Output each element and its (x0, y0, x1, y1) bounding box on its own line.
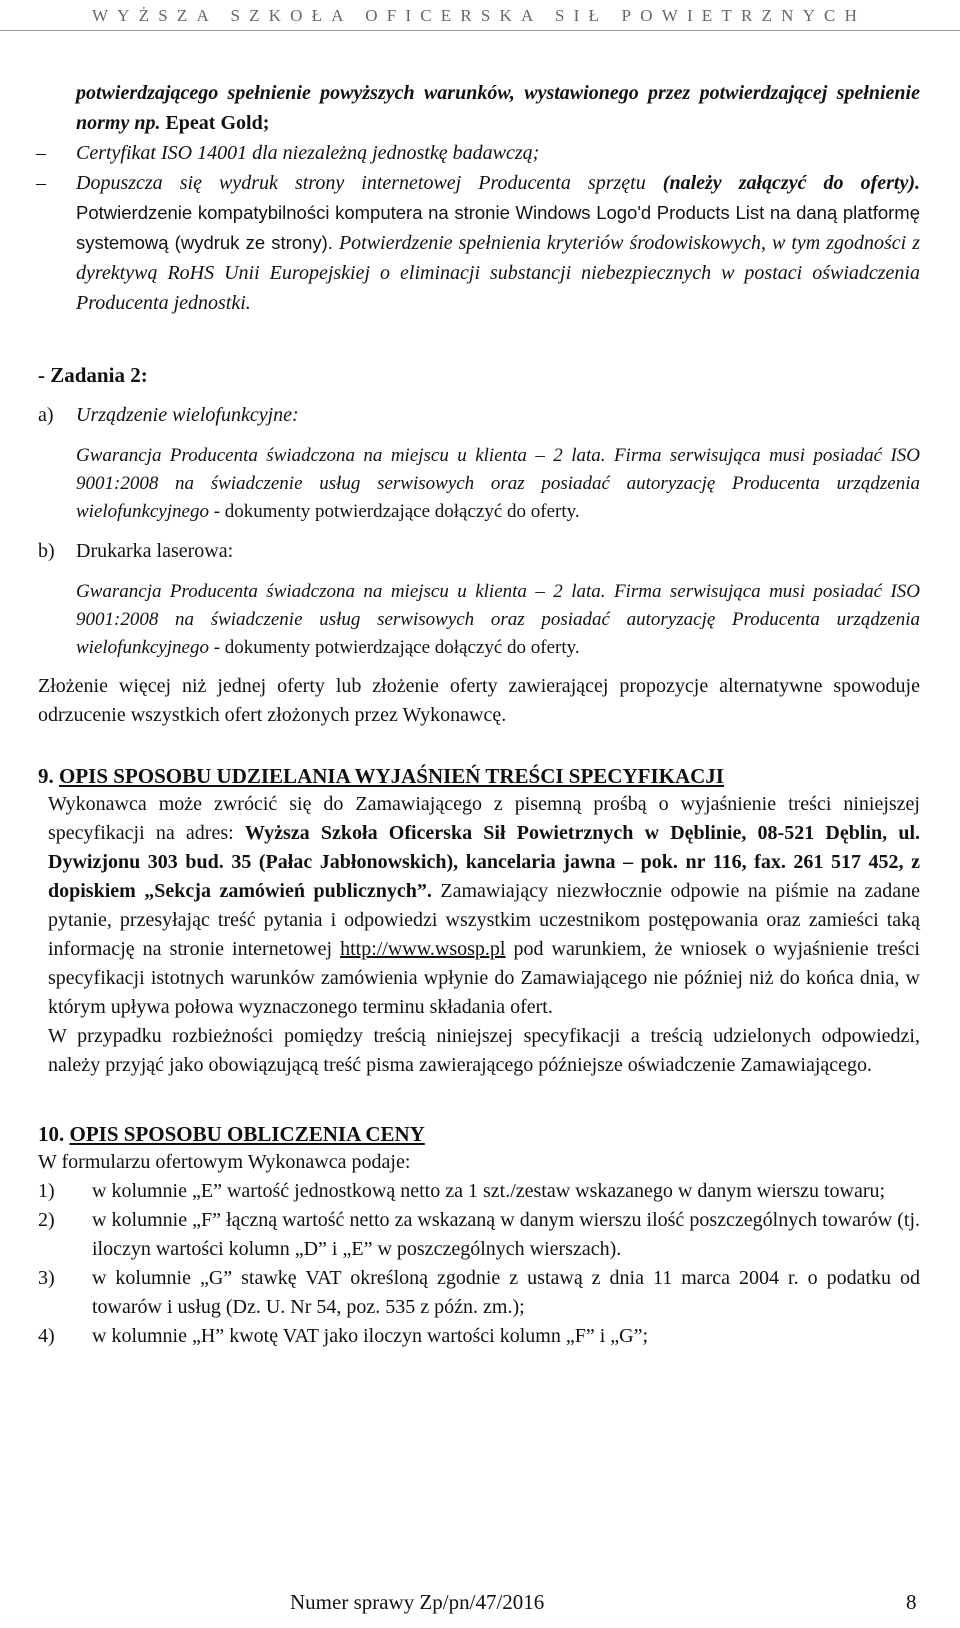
list-item-text: w kolumnie „E” wartość jednostkową netto za 1 szt./zestaw wskazanego w danym wierszu towaru; (92, 1180, 886, 1202)
zadanie-a (38, 400, 920, 430)
s9-p1-b: Zamawiający niezwłocznie odpowie na piśmie na zadane pytanie, przesyłając treść pytania i odpowiedzi wszystkim uczestnikom postępowania oraz zamieści taką informację na stronie internetowej (48, 880, 921, 960)
dash-item-0: Certyfikat ISO 14001 dla niezależną jednostkę badawczą; (76, 142, 540, 164)
section-9-paragraph-1 (38, 790, 920, 1022)
list-item (38, 1322, 920, 1351)
dash-item-iso (38, 138, 920, 168)
list-item (38, 1177, 920, 1206)
warranty-a-italic: Gwarancja Producenta świadczona na miejscu u klienta – 2 lata. Firma serwisująca musi posiadać ISO 9001:2008 na świadczenie usług serwisowych oraz posiadać autoryzację Producenta urządzenia wielofunkcyjnego (76, 445, 920, 522)
intro-bold-italic: potwierdzającego spełnienie powyższych warunków, wystawionego przez potwierdzającej spełnienie normy np. (76, 82, 920, 134)
warranty-b (38, 578, 920, 662)
section-10-heading (38, 1120, 920, 1148)
alternative-offer-note: Złożenie więcej niż jednej oferty lub złożenie oferty zawierającej propozycje alternatywne spowoduje odrzucenie wszystkich ofert złożonych przez Wykonawcę. (38, 675, 920, 726)
section-9-title: OPIS SPOSOBU UDZIELANIA WYJAŚNIEŃ TREŚCI SPECYFIKACJI (59, 764, 724, 788)
list-item-number: 3) (38, 1267, 55, 1289)
document-body (38, 78, 920, 1351)
list-item-text: w kolumnie „F” łączną wartość netto za wskazaną w danym wierszu ilość poszczególnych towarów (tj. iloczyn wartości kolumn „D” i „E” w poszczególnych wierszach). (92, 1209, 920, 1260)
attach-note: (należy załączyć do oferty). (662, 172, 921, 194)
list-item-text: w kolumnie „H” kwotę VAT jako iloczyn wartości kolumn „F” i „G”; (92, 1325, 649, 1347)
potw-compat: Potwierdzenie kompatybilności komputera na stronie Windows Logo'd Products List na daną platformę systemową (wydruk ze strony). (76, 202, 920, 253)
list-item (38, 1264, 920, 1322)
wsosp-link[interactable]: http://www.wsosp.pl (340, 938, 506, 960)
zadanie-a-text: Urządzenie wielofunkcyjne: (76, 404, 299, 426)
page-number: 8 (906, 1590, 917, 1614)
section-9-heading (38, 762, 920, 790)
dash-item-1: Dopuszcza się wydruk strony internetowej Producenta sprzętu (76, 172, 646, 194)
section-9-paragraph-2: W przypadku rozbieżności pomiędzy treścią niniejszej specyfikacji a treścią udzielonych odpowiedzi, należy przyjąć jako obowiązującą treść pisma zawierającego późniejsze oświadczenie Zamawiającego. (48, 1025, 920, 1076)
list-item-number: 4) (38, 1325, 55, 1347)
page-header: WYŻSZA SZKOŁA OFICERSKA SIŁ POWIETRZNYCH (91, 6, 867, 25)
section-10-number: 10. (38, 1122, 65, 1146)
s9-p1-a: Wykonawca może zwrócić się do Zamawiającego z pisemną prośbą o wyjaśnienie treści niniejszej specyfikacji na adres: (48, 793, 920, 844)
warranty-a-plain: - dokumenty potwierdzające dołączyć do oferty. (208, 501, 580, 522)
zadanie-a-label: a) (38, 404, 54, 426)
list-item-number: 2) (38, 1209, 55, 1231)
warranty-b-italic: Gwarancja Producenta świadczona na miejscu u klienta – 2 lata. Firma serwisująca musi posiadać ISO 9001:2008 na świadczenie usług serwisowych oraz posiadać autoryzację Producenta urządzenia wielofunkcyjnego (76, 581, 920, 658)
s9-p1-c: pod warunkiem, że wniosek o wyjaśnienie treści specyfikacji istotnych warunków zamówienia wpłynie do Zamawiającego nie później niż do końca dnia, w którym upływa połowa wyznaczonego terminu składania ofert. (48, 938, 920, 1018)
dash-item-website (38, 168, 920, 318)
zadania-heading: - Zadania 2: (38, 363, 148, 387)
potw-env: Potwierdzenie spełnienia kryteriów środowiskowych, w tym zgodności z dyrektywą RoHS Unii Europejskiej o eliminacji substancji niebezpiecznych w postaci oświadczenia Producenta jednostki. (76, 232, 920, 314)
intro-epeat: Epeat Gold; (160, 112, 270, 134)
zadanie-b (38, 536, 920, 566)
case-number: Numer sprawy Zp/pn/47/2016 (290, 1590, 545, 1614)
section-10-title: OPIS SPOSOBU OBLICZENIA CENY (69, 1122, 425, 1146)
warranty-b-plain: - dokumenty potwierdzające dołączyć do oferty. (208, 637, 580, 658)
zadanie-b-text: Drukarka laserowa: (76, 540, 234, 562)
warranty-a (38, 442, 920, 526)
s9-address: Wyższa Szkoła Oficerska Sił Powietrznych w Dęblinie, 08-521 Dęblin, ul. Dywizjonu 303 bud. 35 (Pałac Jabłonowskich), kancelaria jawna – pok. nr 116, fax. 261 517 452, z dopiskiem „Sekcja zamówień publicznych”. (48, 822, 920, 902)
list-item (38, 1206, 920, 1264)
section-9-number: 9. (38, 764, 54, 788)
header-rule (0, 30, 960, 31)
intro-paragraph (38, 78, 920, 138)
section-10-intro: W formularzu ofertowym Wykonawca podaje: (38, 1151, 411, 1173)
zadanie-b-label: b) (38, 540, 55, 562)
list-item-text: w kolumnie „G” stawkę VAT określoną zgodnie z ustawą z dnia 11 marca 2004 r. o podatku od towarów i usług (Dz. U. Nr 54, poz. 535 z późn. zm.); (92, 1267, 920, 1318)
list-item-number: 1) (38, 1180, 55, 1202)
